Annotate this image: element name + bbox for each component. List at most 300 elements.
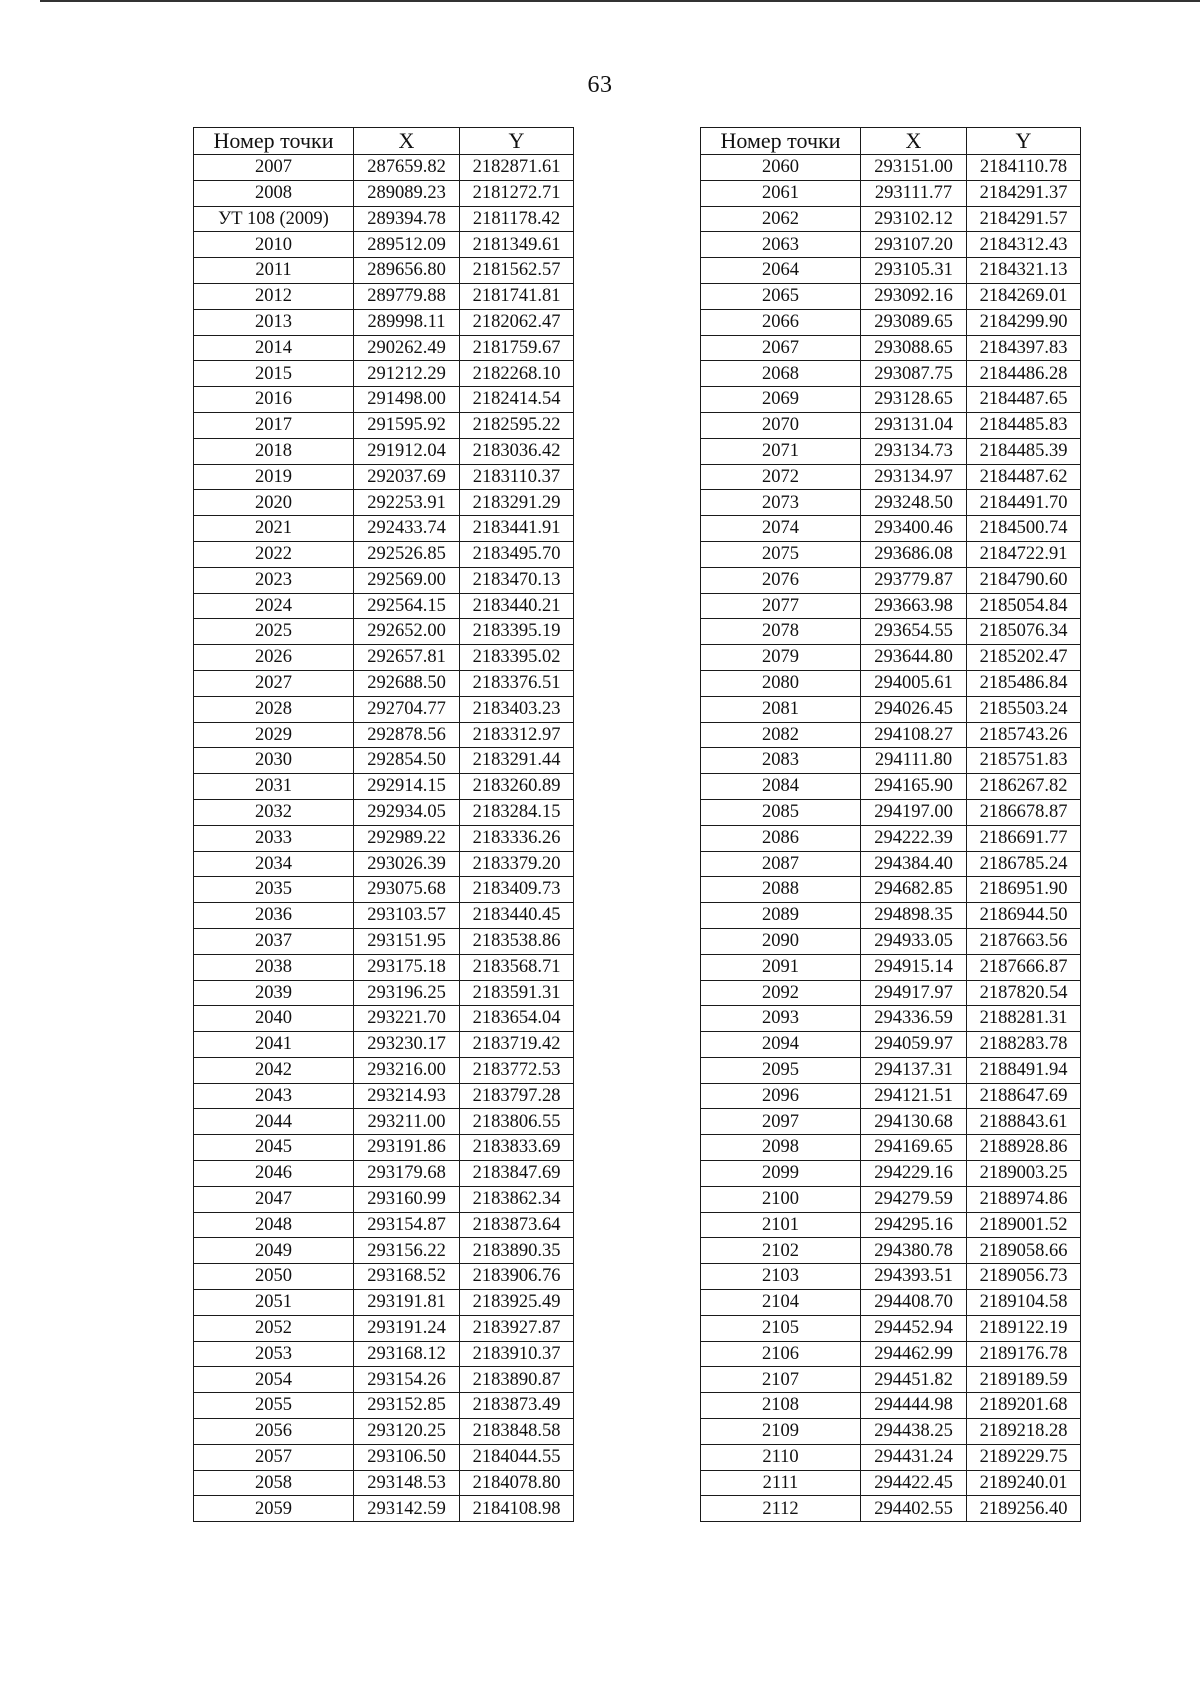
cell-point-number: 2083 <box>701 748 861 774</box>
cell-x: 294380.78 <box>861 1238 967 1264</box>
table-row <box>701 516 1081 542</box>
cell-point-number: 2039 <box>194 980 354 1006</box>
cell-x: 294026.45 <box>861 696 967 722</box>
table-row <box>701 980 1081 1006</box>
cell-point-number: 2061 <box>701 180 861 206</box>
cell-y: 2183925.49 <box>460 1290 574 1316</box>
table-row <box>194 1212 574 1238</box>
table-header-row <box>701 128 1081 155</box>
cell-x: 293151.95 <box>354 928 460 954</box>
cell-point-number: 2044 <box>194 1109 354 1135</box>
table-row <box>194 387 574 413</box>
cell-x: 293156.22 <box>354 1238 460 1264</box>
cell-point-number: 2018 <box>194 438 354 464</box>
cell-x: 291212.29 <box>354 361 460 387</box>
cell-point-number: 2056 <box>194 1419 354 1445</box>
cell-x: 293644.80 <box>861 645 967 671</box>
cell-y: 2189189.59 <box>967 1367 1081 1393</box>
cell-point-number: 2050 <box>194 1264 354 1290</box>
cell-point-number: 2042 <box>194 1057 354 1083</box>
cell-point-number: 2066 <box>701 309 861 335</box>
cell-point-number: УТ 108 (2009) <box>194 206 354 232</box>
cell-x: 293211.00 <box>354 1109 460 1135</box>
table-body <box>194 155 574 1522</box>
cell-point-number: 2102 <box>701 1238 861 1264</box>
cell-point-number: 2008 <box>194 180 354 206</box>
cell-x: 292526.85 <box>354 541 460 567</box>
table-row <box>194 980 574 1006</box>
cell-x: 292569.00 <box>354 567 460 593</box>
table-row <box>194 283 574 309</box>
cell-point-number: 2087 <box>701 851 861 877</box>
cell-y: 2183409.73 <box>460 877 574 903</box>
table-row <box>194 1264 574 1290</box>
column-header-y: Y <box>967 128 1081 155</box>
cell-point-number: 2088 <box>701 877 861 903</box>
cell-point-number: 2096 <box>701 1083 861 1109</box>
table-row <box>194 799 574 825</box>
cell-point-number: 2059 <box>194 1496 354 1522</box>
page-number: 63 <box>587 72 613 98</box>
cell-y: 2189176.78 <box>967 1341 1081 1367</box>
cell-x: 294682.85 <box>861 877 967 903</box>
cell-y: 2188283.78 <box>967 1032 1081 1058</box>
table-row <box>701 567 1081 593</box>
cell-y: 2183495.70 <box>460 541 574 567</box>
cell-x: 291912.04 <box>354 438 460 464</box>
cell-point-number: 2021 <box>194 516 354 542</box>
cell-y: 2183862.34 <box>460 1186 574 1212</box>
cell-y: 2183890.87 <box>460 1367 574 1393</box>
cell-x: 293191.81 <box>354 1290 460 1316</box>
cell-y: 2183395.19 <box>460 619 574 645</box>
table-row <box>701 722 1081 748</box>
cell-point-number: 2041 <box>194 1032 354 1058</box>
cell-y: 2183890.35 <box>460 1238 574 1264</box>
cell-point-number: 2013 <box>194 309 354 335</box>
cell-x: 293105.31 <box>861 258 967 284</box>
cell-x: 293107.20 <box>861 232 967 258</box>
cell-point-number: 2028 <box>194 696 354 722</box>
cell-point-number: 2035 <box>194 877 354 903</box>
cell-x: 292253.91 <box>354 490 460 516</box>
table-row <box>194 1186 574 1212</box>
cell-y: 2183403.23 <box>460 696 574 722</box>
cell-y: 2181178.42 <box>460 206 574 232</box>
table-row <box>194 1032 574 1058</box>
table-row <box>194 1470 574 1496</box>
cell-y: 2188281.31 <box>967 1006 1081 1032</box>
cell-x: 293175.18 <box>354 954 460 980</box>
column-header-x: X <box>354 128 460 155</box>
table-row <box>701 464 1081 490</box>
cell-point-number: 2062 <box>701 206 861 232</box>
cell-x: 293111.77 <box>861 180 967 206</box>
cell-x: 289512.09 <box>354 232 460 258</box>
cell-point-number: 2051 <box>194 1290 354 1316</box>
cell-x: 293151.00 <box>861 155 967 181</box>
cell-point-number: 2010 <box>194 232 354 258</box>
table-row <box>701 1212 1081 1238</box>
cell-y: 2183910.37 <box>460 1341 574 1367</box>
cell-x: 292989.22 <box>354 825 460 851</box>
table-row <box>701 1367 1081 1393</box>
cell-point-number: 2016 <box>194 387 354 413</box>
cell-y: 2183440.45 <box>460 903 574 929</box>
table-row <box>701 361 1081 387</box>
cell-y: 2186785.24 <box>967 851 1081 877</box>
cell-x: 289779.88 <box>354 283 460 309</box>
cell-x: 293152.85 <box>354 1393 460 1419</box>
cell-point-number: 2072 <box>701 464 861 490</box>
cell-point-number: 2058 <box>194 1470 354 1496</box>
cell-y: 2189056.73 <box>967 1264 1081 1290</box>
cell-x: 293087.75 <box>861 361 967 387</box>
page-top-rule <box>40 0 1200 2</box>
cell-x: 294222.39 <box>861 825 967 851</box>
cell-point-number: 2053 <box>194 1341 354 1367</box>
cell-x: 292657.81 <box>354 645 460 671</box>
cell-x: 293179.68 <box>354 1161 460 1187</box>
cell-x: 294005.61 <box>861 670 967 696</box>
cell-x: 293142.59 <box>354 1496 460 1522</box>
cell-y: 2184078.80 <box>460 1470 574 1496</box>
cell-x: 293148.53 <box>354 1470 460 1496</box>
cell-x: 294295.16 <box>861 1212 967 1238</box>
cell-y: 2186691.77 <box>967 825 1081 851</box>
cell-x: 294462.99 <box>861 1341 967 1367</box>
cell-point-number: 2064 <box>701 258 861 284</box>
cell-y: 2183470.13 <box>460 567 574 593</box>
cell-x: 294111.80 <box>861 748 967 774</box>
cell-y: 2184485.39 <box>967 438 1081 464</box>
table-row <box>701 206 1081 232</box>
cell-y: 2183260.89 <box>460 774 574 800</box>
cell-y: 2183906.76 <box>460 1264 574 1290</box>
cell-y: 2188491.94 <box>967 1057 1081 1083</box>
cell-y: 2184291.57 <box>967 206 1081 232</box>
cell-point-number: 2032 <box>194 799 354 825</box>
table-row <box>701 541 1081 567</box>
cell-y: 2187666.87 <box>967 954 1081 980</box>
cell-point-number: 2067 <box>701 335 861 361</box>
cell-x: 292934.05 <box>354 799 460 825</box>
cell-x: 293089.65 <box>861 309 967 335</box>
cell-point-number: 2063 <box>701 232 861 258</box>
cell-point-number: 2047 <box>194 1186 354 1212</box>
cell-x: 293168.52 <box>354 1264 460 1290</box>
cell-y: 2183284.15 <box>460 799 574 825</box>
cell-point-number: 2031 <box>194 774 354 800</box>
table-row <box>194 1238 574 1264</box>
cell-point-number: 2048 <box>194 1212 354 1238</box>
cell-y: 2181349.61 <box>460 232 574 258</box>
table-row <box>194 1161 574 1187</box>
cell-point-number: 2077 <box>701 593 861 619</box>
cell-x: 293663.98 <box>861 593 967 619</box>
cell-x: 294059.97 <box>861 1032 967 1058</box>
table-row <box>701 1032 1081 1058</box>
table-row <box>194 645 574 671</box>
table-row <box>194 1341 574 1367</box>
table-row <box>701 825 1081 851</box>
cell-point-number: 2054 <box>194 1367 354 1393</box>
table-row <box>194 1109 574 1135</box>
cell-x: 293128.65 <box>861 387 967 413</box>
cell-y: 2186951.90 <box>967 877 1081 903</box>
cell-point-number: 2020 <box>194 490 354 516</box>
cell-x: 289656.80 <box>354 258 460 284</box>
cell-point-number: 2027 <box>194 670 354 696</box>
table-row <box>701 954 1081 980</box>
table-row <box>701 1393 1081 1419</box>
cell-y: 2189104.58 <box>967 1290 1081 1316</box>
cell-point-number: 2069 <box>701 387 861 413</box>
cell-x: 292433.74 <box>354 516 460 542</box>
table-row <box>701 258 1081 284</box>
table-row <box>194 541 574 567</box>
cell-point-number: 2108 <box>701 1393 861 1419</box>
table-row <box>194 593 574 619</box>
cell-y: 2181562.57 <box>460 258 574 284</box>
cell-x: 293191.24 <box>354 1315 460 1341</box>
table-row <box>194 1135 574 1161</box>
table-row <box>194 438 574 464</box>
cell-point-number: 2086 <box>701 825 861 851</box>
table-row <box>194 825 574 851</box>
table-row <box>194 722 574 748</box>
cell-x: 293168.12 <box>354 1341 460 1367</box>
cell-x: 292878.56 <box>354 722 460 748</box>
cell-y: 2183376.51 <box>460 670 574 696</box>
cell-y: 2188974.86 <box>967 1186 1081 1212</box>
cell-y: 2186678.87 <box>967 799 1081 825</box>
cell-y: 2184110.78 <box>967 155 1081 181</box>
table-row <box>701 1186 1081 1212</box>
cell-y: 2184486.28 <box>967 361 1081 387</box>
coordinates-table-right <box>700 127 1081 1522</box>
cell-y: 2184108.98 <box>460 1496 574 1522</box>
cell-point-number: 2014 <box>194 335 354 361</box>
table-row <box>194 1006 574 1032</box>
cell-y: 2183591.31 <box>460 980 574 1006</box>
cell-x: 293654.55 <box>861 619 967 645</box>
table-row <box>194 490 574 516</box>
cell-x: 294393.51 <box>861 1264 967 1290</box>
cell-y: 2183538.86 <box>460 928 574 954</box>
table-row <box>194 309 574 335</box>
cell-y: 2182062.47 <box>460 309 574 335</box>
cell-x: 293134.73 <box>861 438 967 464</box>
cell-y: 2183036.42 <box>460 438 574 464</box>
cell-y: 2183833.69 <box>460 1135 574 1161</box>
table-row <box>194 412 574 438</box>
table-header-row <box>194 128 574 155</box>
cell-x: 293092.16 <box>861 283 967 309</box>
table-row <box>194 1419 574 1445</box>
table-row <box>194 877 574 903</box>
cell-x: 294165.90 <box>861 774 967 800</box>
cell-x: 294130.68 <box>861 1109 967 1135</box>
cell-y: 2185743.26 <box>967 722 1081 748</box>
cell-y: 2185751.83 <box>967 748 1081 774</box>
cell-y: 2183441.91 <box>460 516 574 542</box>
cell-y: 2183772.53 <box>460 1057 574 1083</box>
column-header-point-number: Номер точки <box>701 128 861 155</box>
cell-x: 292688.50 <box>354 670 460 696</box>
cell-x: 292854.50 <box>354 748 460 774</box>
cell-y: 2181272.71 <box>460 180 574 206</box>
cell-x: 290262.49 <box>354 335 460 361</box>
cell-y: 2182414.54 <box>460 387 574 413</box>
cell-x: 293400.46 <box>861 516 967 542</box>
table-row <box>701 1470 1081 1496</box>
table-row <box>701 309 1081 335</box>
table-row <box>194 516 574 542</box>
cell-x: 293196.25 <box>354 980 460 1006</box>
cell-x: 292564.15 <box>354 593 460 619</box>
cell-y: 2186267.82 <box>967 774 1081 800</box>
cell-point-number: 2049 <box>194 1238 354 1264</box>
cell-point-number: 2073 <box>701 490 861 516</box>
cell-y: 2183440.21 <box>460 593 574 619</box>
cell-y: 2184491.70 <box>967 490 1081 516</box>
table-row <box>701 387 1081 413</box>
cell-y: 2189218.28 <box>967 1419 1081 1445</box>
cell-x: 294402.55 <box>861 1496 967 1522</box>
cell-x: 293075.68 <box>354 877 460 903</box>
cell-y: 2184500.74 <box>967 516 1081 542</box>
table-row <box>194 180 574 206</box>
cell-point-number: 2084 <box>701 774 861 800</box>
cell-x: 293230.17 <box>354 1032 460 1058</box>
table-row <box>701 335 1081 361</box>
cell-y: 2183110.37 <box>460 464 574 490</box>
cell-point-number: 2095 <box>701 1057 861 1083</box>
table-row <box>701 670 1081 696</box>
cell-point-number: 2011 <box>194 258 354 284</box>
cell-x: 294917.97 <box>861 980 967 1006</box>
cell-point-number: 2081 <box>701 696 861 722</box>
cell-point-number: 2023 <box>194 567 354 593</box>
column-header-x: X <box>861 128 967 155</box>
cell-y: 2181741.81 <box>460 283 574 309</box>
cell-x: 294452.94 <box>861 1315 967 1341</box>
cell-point-number: 2104 <box>701 1290 861 1316</box>
cell-y: 2189122.19 <box>967 1315 1081 1341</box>
table-row <box>701 283 1081 309</box>
cell-point-number: 2111 <box>701 1470 861 1496</box>
cell-y: 2184291.37 <box>967 180 1081 206</box>
cell-x: 293154.26 <box>354 1367 460 1393</box>
cell-y: 2188928.86 <box>967 1135 1081 1161</box>
table-row <box>701 593 1081 619</box>
cell-y: 2183848.58 <box>460 1419 574 1445</box>
table-row <box>701 232 1081 258</box>
cell-x: 291595.92 <box>354 412 460 438</box>
cell-y: 2184269.01 <box>967 283 1081 309</box>
cell-y: 2189256.40 <box>967 1496 1081 1522</box>
cell-point-number: 2079 <box>701 645 861 671</box>
cell-y: 2184044.55 <box>460 1444 574 1470</box>
table-row <box>194 1290 574 1316</box>
cell-point-number: 2019 <box>194 464 354 490</box>
table-row <box>701 1109 1081 1135</box>
table-row <box>194 258 574 284</box>
cell-y: 2183312.97 <box>460 722 574 748</box>
cell-point-number: 2094 <box>701 1032 861 1058</box>
table-row <box>194 696 574 722</box>
cell-point-number: 2097 <box>701 1109 861 1135</box>
cell-point-number: 2017 <box>194 412 354 438</box>
table-row <box>701 490 1081 516</box>
cell-x: 292652.00 <box>354 619 460 645</box>
table-row <box>701 619 1081 645</box>
table-row <box>194 619 574 645</box>
cell-x: 287659.82 <box>354 155 460 181</box>
cell-x: 293102.12 <box>861 206 967 232</box>
cell-point-number: 2022 <box>194 541 354 567</box>
cell-point-number: 2074 <box>701 516 861 542</box>
table-row <box>194 1393 574 1419</box>
cell-point-number: 2012 <box>194 283 354 309</box>
cell-point-number: 2109 <box>701 1419 861 1445</box>
cell-y: 2185202.47 <box>967 645 1081 671</box>
table-row <box>194 155 574 181</box>
cell-y: 2183873.64 <box>460 1212 574 1238</box>
cell-y: 2182268.10 <box>460 361 574 387</box>
cell-x: 293088.65 <box>861 335 967 361</box>
cell-y: 2187663.56 <box>967 928 1081 954</box>
cell-x: 294408.70 <box>861 1290 967 1316</box>
cell-y: 2184299.90 <box>967 309 1081 335</box>
cell-point-number: 2101 <box>701 1212 861 1238</box>
table-row <box>701 180 1081 206</box>
cell-point-number: 2078 <box>701 619 861 645</box>
cell-y: 2183873.49 <box>460 1393 574 1419</box>
cell-point-number: 2036 <box>194 903 354 929</box>
table-row <box>194 748 574 774</box>
cell-x: 294933.05 <box>861 928 967 954</box>
cell-point-number: 2089 <box>701 903 861 929</box>
cell-y: 2187820.54 <box>967 980 1081 1006</box>
cell-x: 292704.77 <box>354 696 460 722</box>
table-row <box>194 1315 574 1341</box>
cell-x: 294108.27 <box>861 722 967 748</box>
table-row <box>701 1264 1081 1290</box>
cell-x: 294336.59 <box>861 1006 967 1032</box>
cell-y: 2183291.29 <box>460 490 574 516</box>
cell-x: 294451.82 <box>861 1367 967 1393</box>
cell-point-number: 2110 <box>701 1444 861 1470</box>
cell-x: 294898.35 <box>861 903 967 929</box>
cell-y: 2189001.52 <box>967 1212 1081 1238</box>
table-row <box>701 696 1081 722</box>
table-row <box>194 928 574 954</box>
cell-point-number: 2025 <box>194 619 354 645</box>
table-row <box>194 670 574 696</box>
cell-x: 293214.93 <box>354 1083 460 1109</box>
cell-y: 2183395.02 <box>460 645 574 671</box>
cell-x: 293686.08 <box>861 541 967 567</box>
cell-x: 294169.65 <box>861 1135 967 1161</box>
cell-x: 289998.11 <box>354 309 460 335</box>
cell-y: 2185054.84 <box>967 593 1081 619</box>
cell-point-number: 2057 <box>194 1444 354 1470</box>
cell-y: 2183654.04 <box>460 1006 574 1032</box>
cell-point-number: 2038 <box>194 954 354 980</box>
column-header-y: Y <box>460 128 574 155</box>
